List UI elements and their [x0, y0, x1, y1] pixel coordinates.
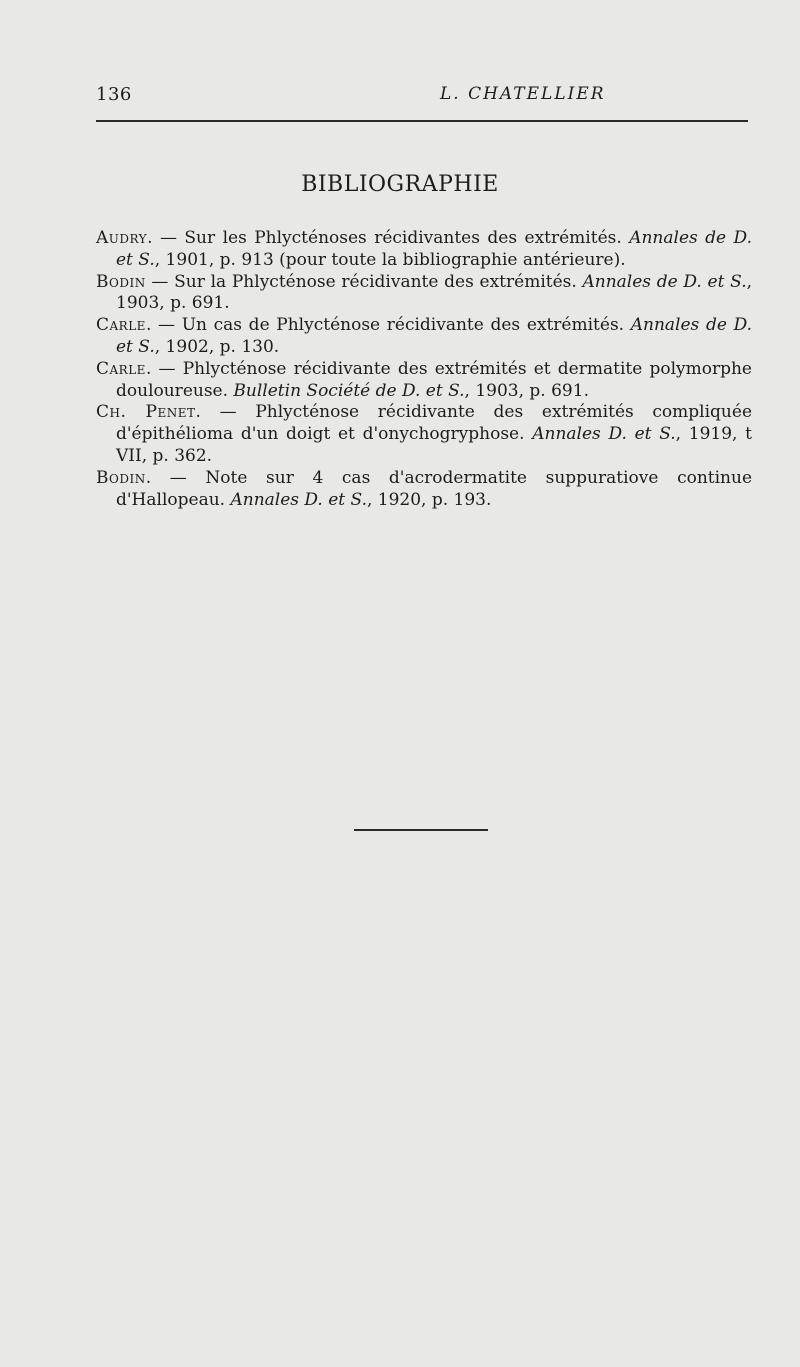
- entry-journal: Annales de D. et S.: [116, 228, 752, 270]
- entry-author: Bodin: [96, 467, 146, 488]
- entry-journal: Annales de D. et S.: [116, 315, 752, 357]
- bibliography-list: [96, 228, 752, 511]
- entry-author: Carle: [96, 358, 146, 379]
- entry-author: Bodin: [96, 271, 146, 292]
- bibliography-entry: [96, 228, 752, 272]
- section-title: BIBLIOGRAPHIE: [301, 172, 499, 197]
- entry-details: , 1903, p. 691.: [464, 380, 589, 401]
- entry-author: Audry: [96, 228, 148, 248]
- header-rule: [96, 120, 748, 122]
- bibliography-entry: [96, 272, 752, 316]
- entry-journal: Bulletin Société de D. et S.: [233, 380, 465, 401]
- entry-details: , 1903, p. 691.: [116, 271, 753, 314]
- entry-separator: . —: [145, 358, 183, 379]
- entry-title: Sur les Phlycténoses récidivantes des extrémités.: [184, 228, 630, 248]
- entry-separator: . —: [145, 315, 182, 336]
- entry-author: Carle: [96, 315, 146, 336]
- entry-journal: Annales D. et S.: [230, 489, 367, 510]
- entry-separator: . —: [145, 467, 206, 488]
- bibliography-entry: [96, 359, 752, 403]
- bibliography-entry: [96, 402, 752, 467]
- bibliography-entry: [96, 468, 752, 512]
- entry-journal: Annales de D. et S.: [582, 271, 747, 292]
- entry-journal: Annales D. et S.: [532, 424, 676, 445]
- entry-author: Ch. Penet: [96, 402, 196, 423]
- end-rule: [354, 829, 488, 831]
- bibliography-entry: [96, 315, 752, 359]
- entry-title: Un cas de Phlycténose récidivante des extrémités.: [181, 315, 631, 336]
- entry-separator: . —: [147, 228, 185, 248]
- entry-title: Phlycténose récidivante des extrémités compliquée d'épithélioma d'un doigt et d'onychogryphose.: [116, 402, 752, 445]
- entry-details: , 1919, t VII, p. 362.: [116, 424, 752, 466]
- entry-details: , 1902, p. 130.: [154, 336, 280, 357]
- entry-details: , 1920, p. 193.: [366, 489, 492, 510]
- page-number: 136: [96, 84, 132, 105]
- entry-title: Note sur 4 cas d'acrodermatite suppuratiove continue d'Hallopeau.: [116, 467, 752, 510]
- entry-title: Phlycténose récidivante des extrémités et dermatite polymorphe douloureuse.: [116, 358, 752, 401]
- entry-separator: —: [145, 271, 175, 292]
- entry-title: Sur la Phlycténose récidivante des extrémités.: [174, 271, 583, 292]
- running-head: L. CHATELLIER: [440, 84, 606, 104]
- entry-details: , 1901, p. 913 (pour toute la bibliographie antérieure).: [154, 249, 626, 270]
- page-header: [96, 84, 748, 108]
- entry-separator: . —: [195, 402, 256, 423]
